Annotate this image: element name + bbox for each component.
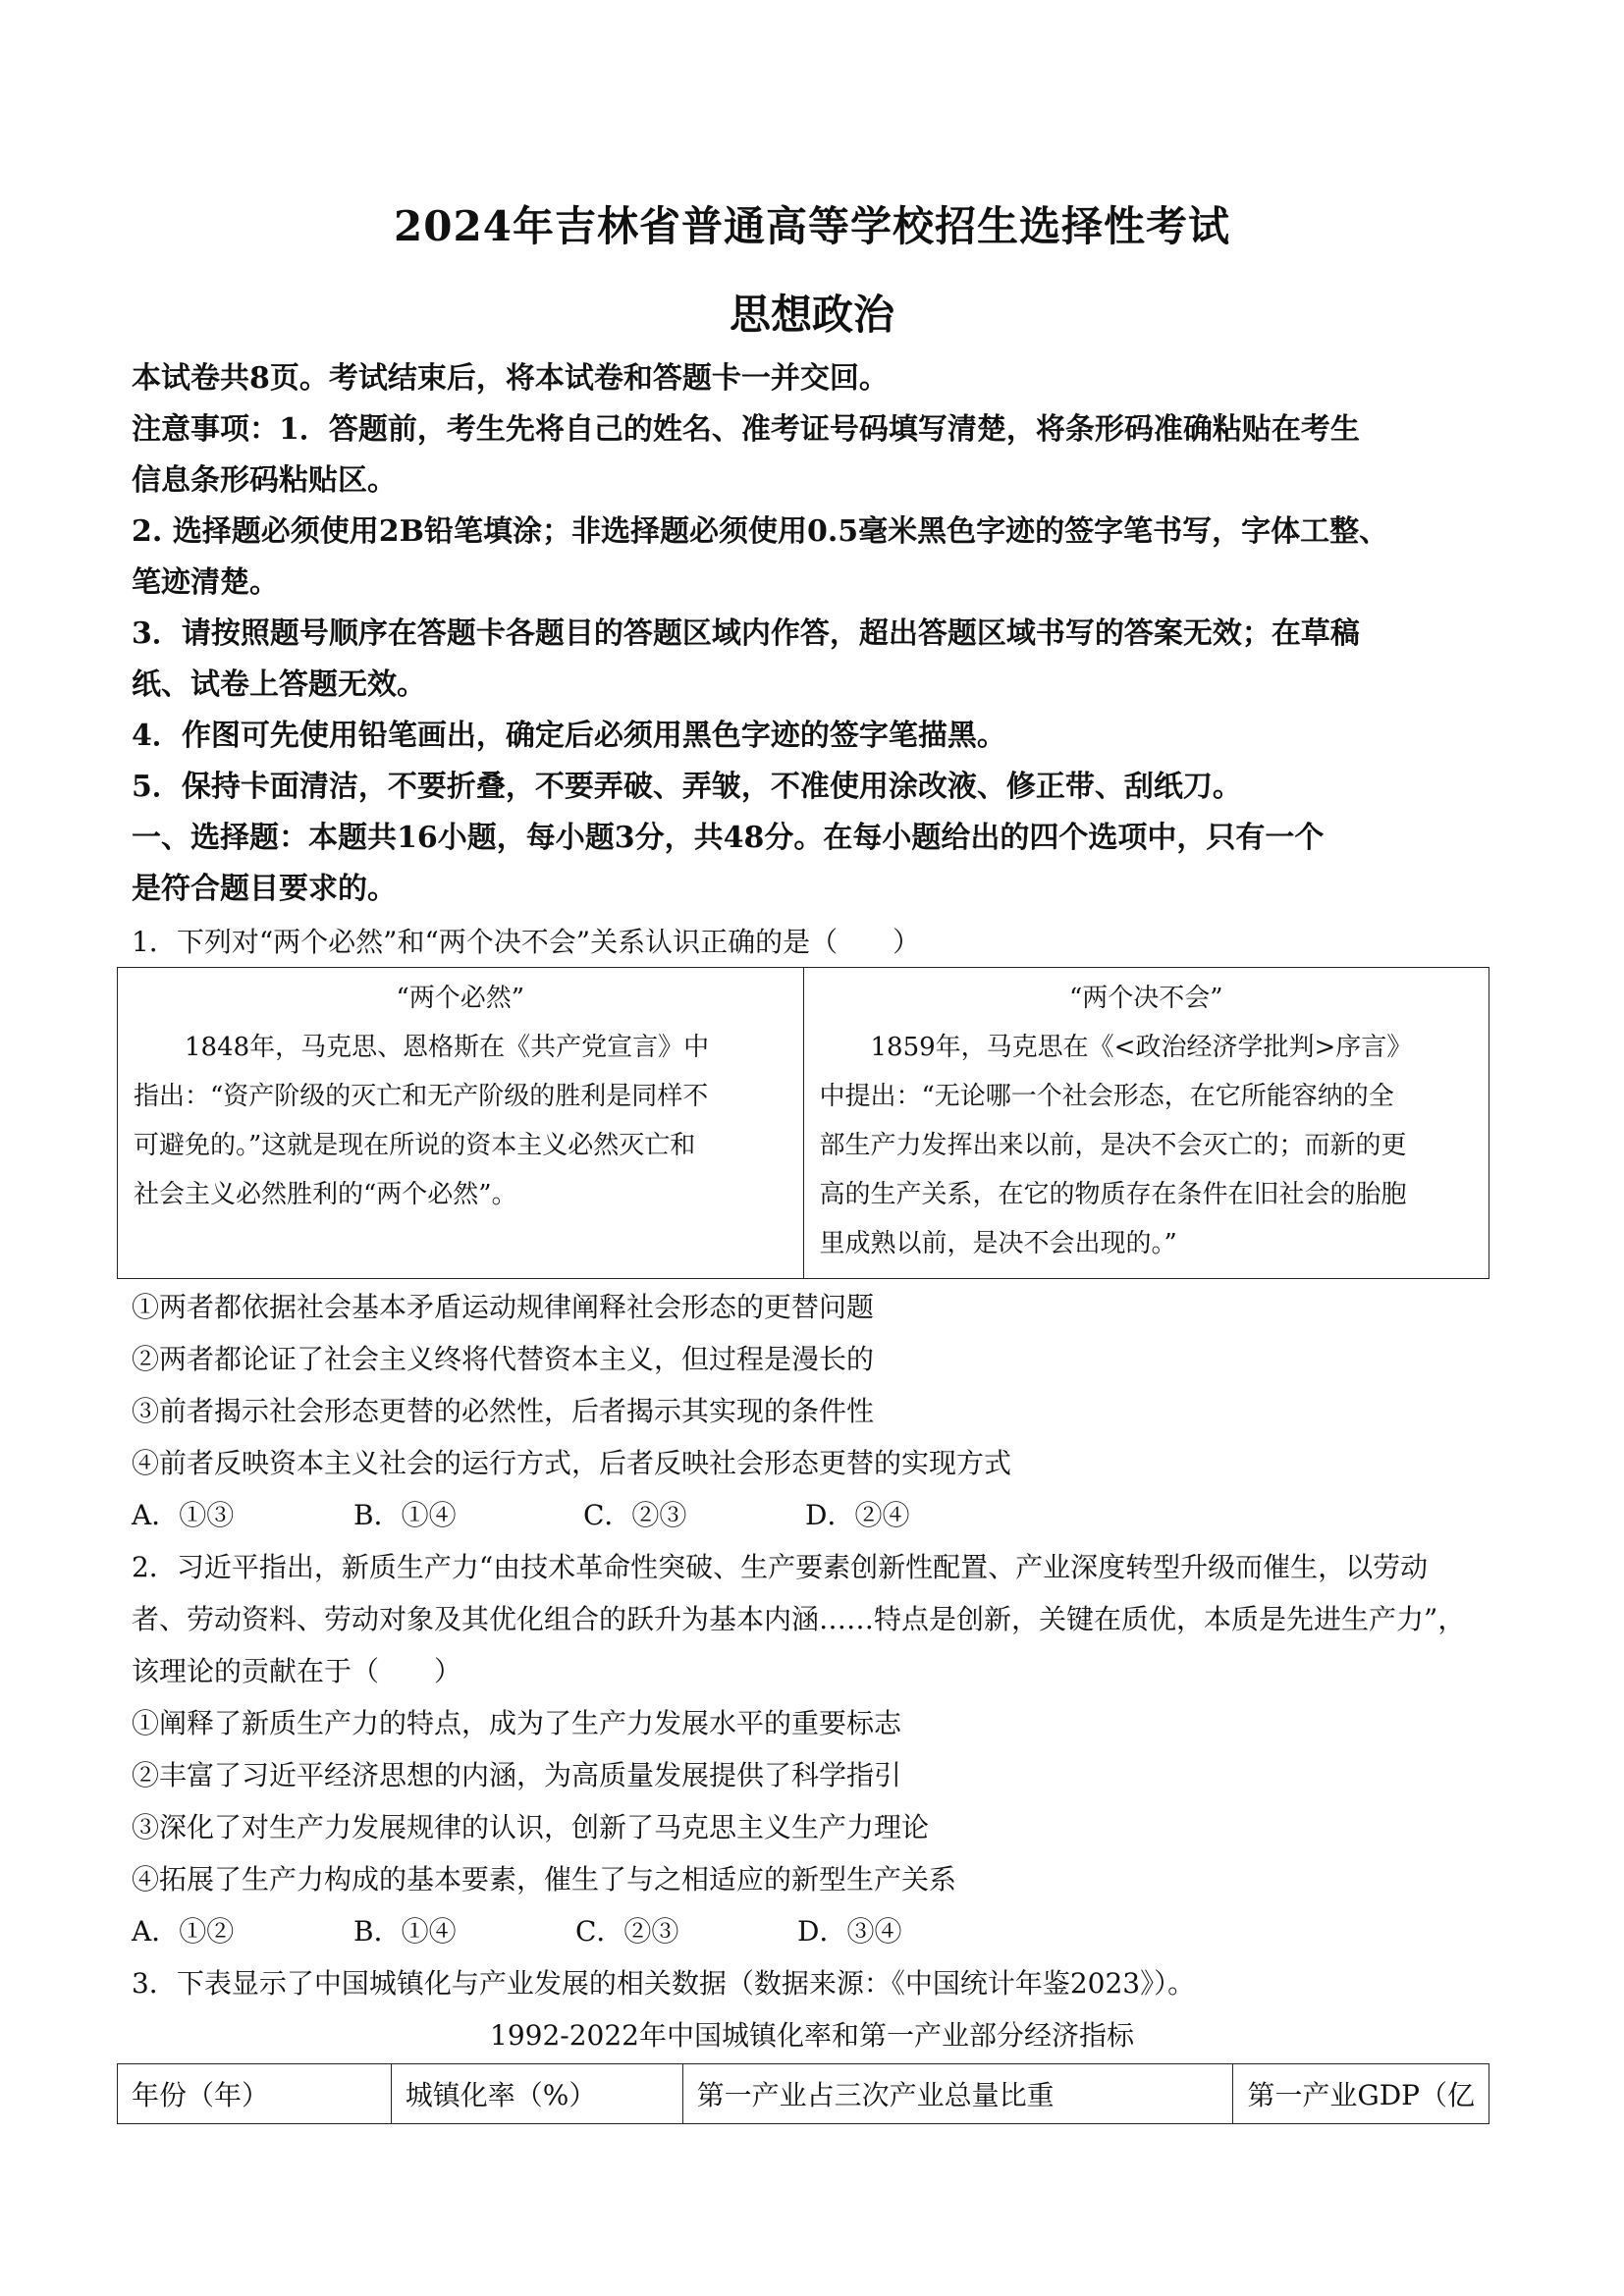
q3-col-year: 年份（年） [118, 2064, 392, 2124]
q1-table [117, 967, 1489, 1279]
subject-title: 思想政治 [729, 291, 894, 339]
q1-right-head: “两个决不会” [1068, 984, 1223, 1013]
q1-right-l4: 高的生产关系，在它的物质存在条件在旧社会的胎胞 [819, 1180, 1407, 1209]
page-title: 2024年吉林省普通高等学校招生选择性考试 [394, 202, 1230, 250]
q2-stem-line-3: 该理论的贡献在于（ ） [132, 1655, 462, 1687]
q1-left-l1: 1848年，马克思、恩格斯在《共产党宣言》中 [185, 1033, 710, 1062]
q3-stem: 3．下表显示了中国城镇化与产业发展的相关数据（数据来源：《中国统计年鉴2023》）。 [132, 1967, 1196, 2000]
note-1a: 注意事项：1．答题前，考生先将自己的姓名、准考证号码填写清楚，将条形码准确粘贴在考生 [132, 412, 1360, 447]
q1-option-b[interactable]: B．①④ [353, 1499, 457, 1531]
q2-options [132, 1910, 901, 1949]
q2-stem-line-2: 者、劳动资料、劳动对象及其优化组合的跃升为基本内涵……特点是创新，关键在质优，本质是先进生产力”， [132, 1603, 1466, 1635]
q1-stem: 1．下列对“两个必然”和“两个决不会”关系认识正确的是（ ） [132, 926, 921, 958]
q2-option-b[interactable]: B．①④ [353, 1915, 457, 1948]
note-3a: 3．请按照题号顺序在答题卡各题目的答题区域内作答，超出答题区域书写的答案无效；在草稿 [132, 616, 1360, 651]
q3-col-primary-gdp: 第一产业GDP（亿 [1233, 2064, 1489, 2124]
q1-statement-1: ①两者都依据社会基本矛盾运动规律阐释社会形态的更替问题 [132, 1291, 875, 1323]
q3-col-primary-share: 第一产业占三次产业总量比重 [682, 2064, 1233, 2124]
q1-right-l2: 中提出：“无论哪一个社会形态，在它所能容纳的全 [819, 1082, 1394, 1111]
q2-statement-4: ④拓展了生产力构成的基本要素，催生了与之相适应的新型生产关系 [132, 1863, 957, 1896]
q1-right-cell [803, 968, 1489, 1279]
q1-statement-3: ③前者揭示社会形态更替的必然性，后者揭示其实现的条件性 [132, 1395, 875, 1427]
q3-table [117, 2063, 1489, 2124]
q2-stem-line-1: 2．习近平指出，新质生产力“由技术革命性突破、生产要素创新性配置、产业深度转型升级而催生，以劳动 [132, 1551, 1429, 1583]
q1-left-l4: 社会主义必然胜利的“两个必然”。 [134, 1180, 517, 1209]
q3-col-urbanization: 城镇化率（%） [391, 2064, 682, 2124]
q1-left-cell [118, 968, 804, 1279]
note-intro: 本试卷共8页。考试结束后，将本试卷和答题卡一并交回。 [132, 361, 889, 396]
q1-option-c[interactable]: C．②③ [583, 1499, 687, 1531]
q1-right-l3: 部生产力发挥出来以前，是决不会灭亡的；而新的更 [819, 1131, 1407, 1160]
table-header-row [118, 2064, 1489, 2124]
q2-statement-1: ①阐释了新质生产力的特点，成为了生产力发展水平的重要标志 [132, 1707, 902, 1739]
q2-option-a[interactable]: A．①② [132, 1915, 235, 1948]
q1-left-l2: 指出：“资产阶级的灭亡和无产阶级的胜利是同样不 [134, 1082, 709, 1111]
section-heading-b: 是符合题目要求的。 [132, 872, 397, 906]
q2-option-d[interactable]: D．③④ [797, 1915, 902, 1948]
q1-statement-2: ②两者都论证了社会主义终将代替资本主义，但过程是漫长的 [132, 1343, 875, 1375]
q3-table-caption: 1992-2022年中国城镇化率和第一产业部分经济指标 [490, 2019, 1134, 2052]
section-heading-a: 一、选择题：本题共16小题，每小题3分，共48分。在每小题给出的四个选项中，只有一个 [132, 821, 1325, 855]
note-4: 4．作图可先使用铅笔画出，确定后必须用黑色字迹的签字笔描黑。 [132, 719, 1006, 753]
note-3b: 纸、试卷上答题无效。 [132, 667, 426, 702]
q1-left-l3: 可避免的。”这就是现在所说的资本主义必然灭亡和 [134, 1131, 696, 1160]
q2-statement-3: ③深化了对生产力发展规律的认识，创新了马克思主义生产力理论 [132, 1811, 930, 1843]
note-2a: 2. 选择题必须使用2B铅笔填涂；非选择题必须使用0.5毫米黑色字迹的签字笔书写，字体工整、 [132, 514, 1389, 549]
q2-option-c[interactable]: C．②③ [575, 1915, 679, 1948]
note-5: 5．保持卡面清洁，不要折叠，不要弄破、弄皱，不准使用涂改液、修正带、刮纸刀。 [132, 770, 1242, 804]
q1-right-l1: 1859年，马克思在《<政治经济学批判>序言》 [870, 1033, 1413, 1062]
q1-statement-4: ④前者反映资本主义社会的运行方式，后者反映社会形态更替的实现方式 [132, 1447, 1012, 1479]
note-2b: 笔迹清楚。 [132, 565, 279, 600]
q1-options [132, 1494, 909, 1533]
q2-statement-2: ②丰富了习近平经济思想的内涵，为高质量发展提供了科学指引 [132, 1759, 902, 1791]
q1-left-head: “两个必然” [396, 984, 525, 1013]
notes-block [132, 353, 1506, 915]
q1-right-l5: 里成熟以前，是决不会出现的。” [819, 1229, 1177, 1258]
note-1b: 信息条形码粘贴区。 [132, 463, 397, 498]
q1-option-d[interactable]: D．②④ [805, 1499, 910, 1531]
q1-option-a[interactable]: A．①③ [132, 1499, 235, 1531]
